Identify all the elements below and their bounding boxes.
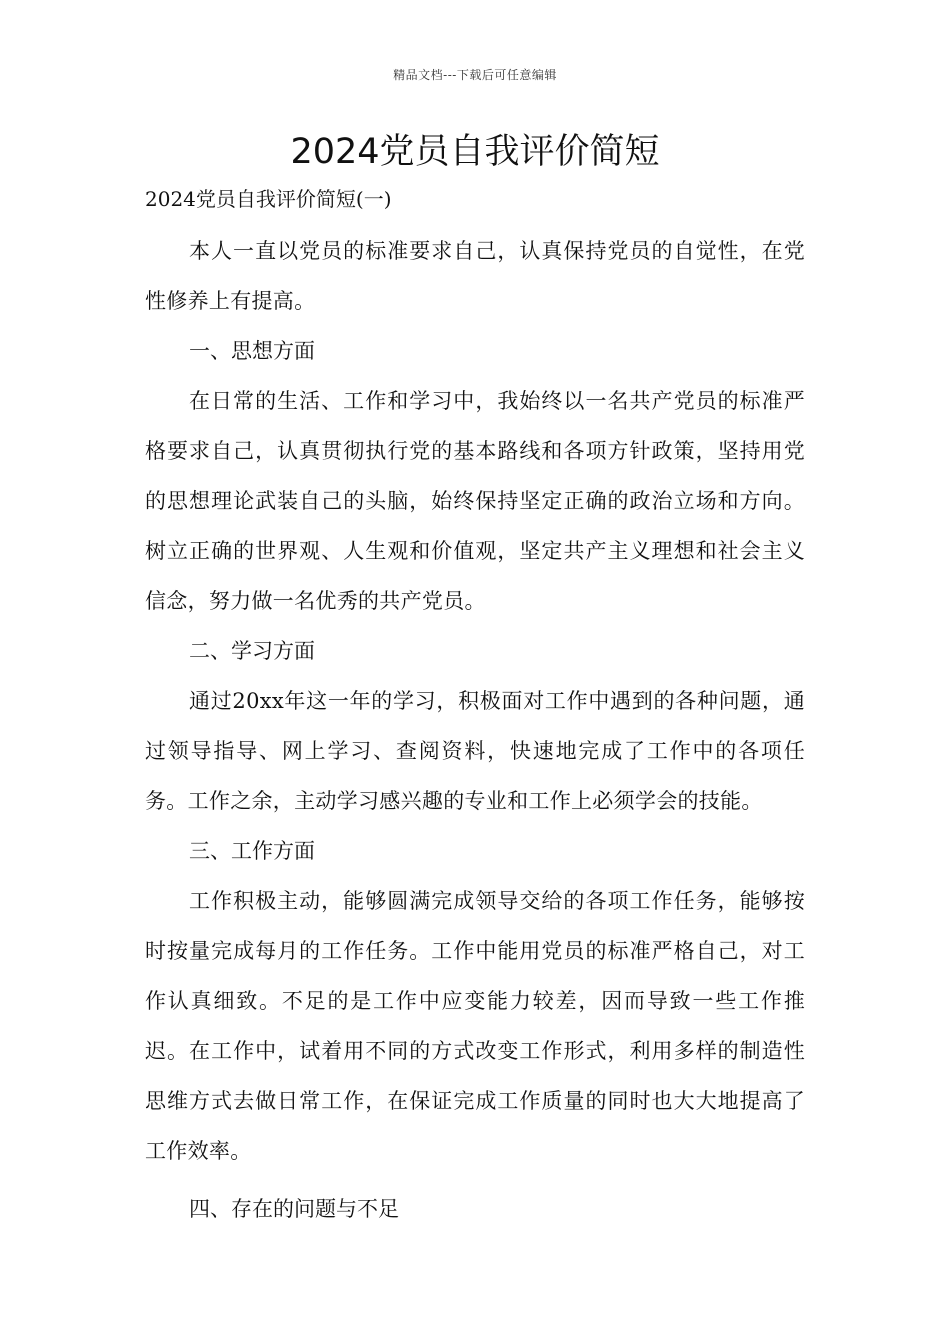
section-text-thought: 在日常的生活、工作和学习中，我始终以一名共产党员的标准严格要求自己，认真贯彻执行党的基本路线和各项方针政策，坚持用党的思想理论武装自己的头脑，始终保持坚定正确的政治立场和方向。树立正确的世界观、人生观和价值观，坚定共产主义理想和社会主义信念，努力做一名优秀的共产党员。 [145,389,805,613]
spacer [145,1176,805,1184]
section-heading-study: 二、学习方面 [189,639,315,663]
section-heading-work: 三、工作方面 [189,839,315,863]
section-heading-thought: 一、思想方面 [189,339,315,363]
document-subtitle: 2024党员自我评价简短(一) [145,187,392,211]
header-note: 精品文档---下载后可任意编辑 [393,68,557,82]
document-title: 2024党员自我评价简短 [290,132,660,172]
document-body [145,226,805,1234]
section-text-work: 工作积极主动，能够圆满完成领导交给的各项工作任务，能够按时按量完成每月的工作任务。工作中能用党员的标准严格自己，对工作认真细致。不足的是工作中应变能力较差，因而导致一些工作推迟。在工作中，试着用不同的方式改变工作形式，利用多样的制造性思维方式去做日常工作，在保证完成工作质量的同时也大大地提高了工作效率。 [145,889,805,1163]
intro-paragraph: 本人一直以党员的标准要求自己，认真保持党员的自觉性，在党性修养上有提高。 [145,239,805,313]
section-text-study: 通过20xx年这一年的学习，积极面对工作中遇到的各种问题，通过领导指导、网上学习、查阅资料，快速地完成了工作中的各项任务。工作之余，主动学习感兴趣的专业和工作上必须学会的技能。 [145,689,805,813]
section-heading-problems: 四、存在的问题与不足 [189,1197,399,1221]
